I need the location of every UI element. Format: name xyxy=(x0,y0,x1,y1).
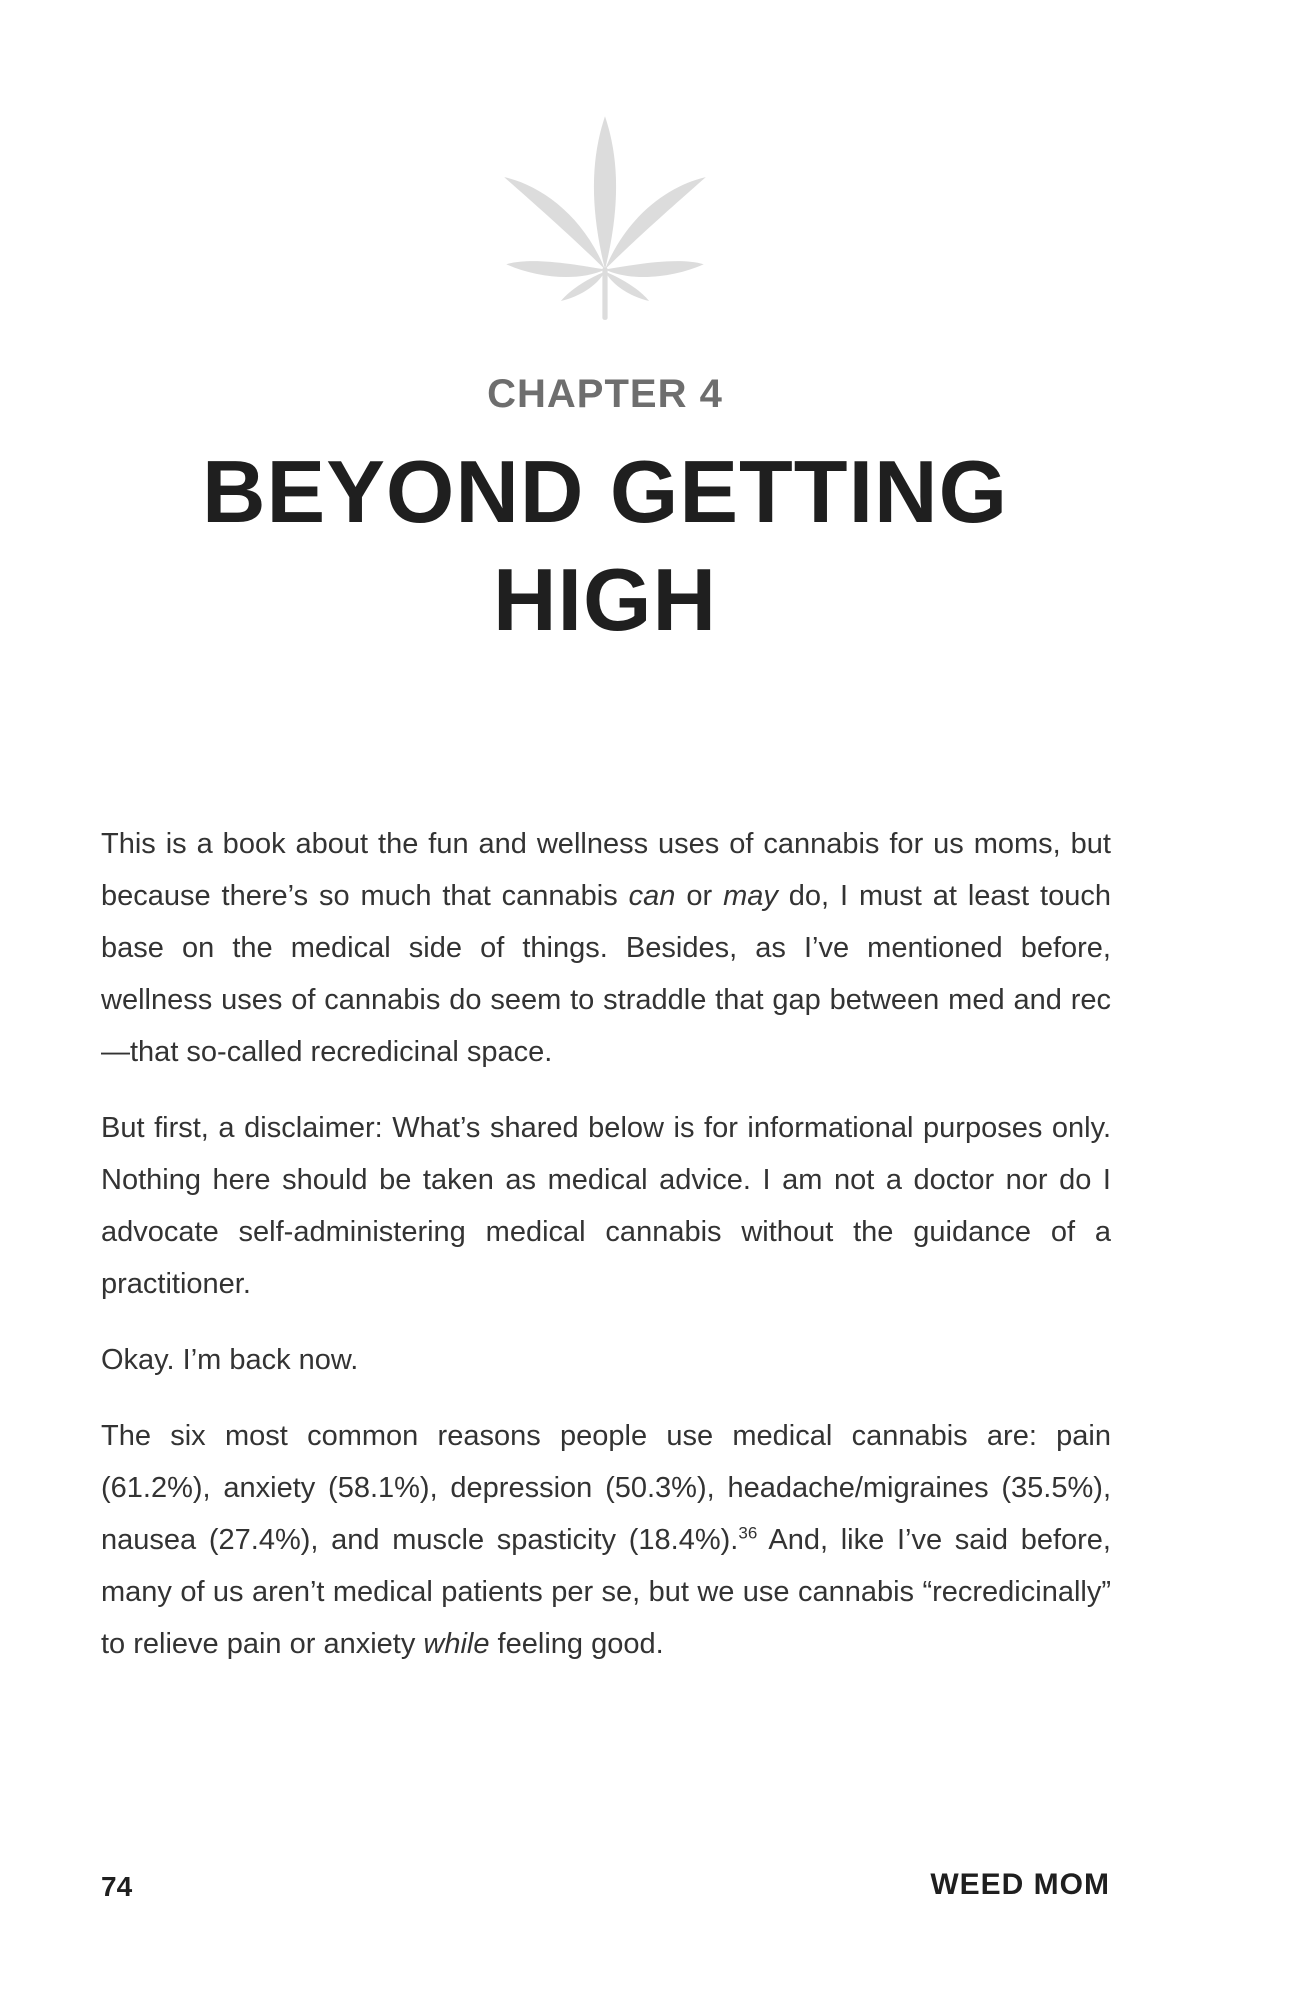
chapter-title-line-1: BEYOND GETTING xyxy=(201,442,1009,541)
body-text xyxy=(101,818,1111,1694)
paragraph-4-text: feeling good. xyxy=(489,1628,664,1660)
paragraph-4 xyxy=(101,1410,1111,1670)
paragraph-3: Okay. I’m back now. xyxy=(101,1344,359,1376)
paragraph-1-text: This is a book about the fun and wellness uses of cannabis for us moms, but because there’s so much that cannabis xyxy=(101,828,1111,912)
paragraph-1-text: or xyxy=(675,880,724,912)
emphasis-may: may xyxy=(723,880,778,912)
emphasis-can: can xyxy=(628,880,676,912)
running-title: WEED MOM xyxy=(930,1868,1110,1901)
chapter-title xyxy=(0,438,1210,654)
page-number: 74 xyxy=(101,1871,133,1902)
emphasis-while: while xyxy=(423,1628,490,1660)
paragraph-4-text: The six most common reasons people use medical cannabis are: pain (61.2%), anxiety (58.1%), depression (50.3%), headache/migraines (35.5%), nausea (27.4%), and muscle spasticity (18.4%). xyxy=(101,1420,1111,1556)
paragraph-4-text: And, like I’ve said before, many of us aren’t medical patients per se, but we use cannabis “recredicinally” to relieve pain or anxiety xyxy=(101,1524,1111,1660)
paragraph-1 xyxy=(101,818,1111,1078)
paragraph-2: But first, a disclaimer: What’s shared below is for informational purposes only. Nothing here should be taken as medical advice. I am not a doctor nor do I advocate self-administering medical cannabis without the guidance of a practitioner. xyxy=(101,1112,1111,1300)
paragraph-1-text: do, I must at least touch base on the medical side of things. Besides, as I’ve mentioned before, wellness uses of cannabis do seem to straddle that gap between med and rec—that so-called recredicinal space. xyxy=(101,880,1111,1068)
cannabis-leaf-icon xyxy=(500,112,710,322)
chapter-title-line-2: HIGH xyxy=(493,550,717,649)
chapter-label: CHAPTER 4 xyxy=(487,372,723,416)
footnote-marker: 36 xyxy=(738,1523,758,1543)
